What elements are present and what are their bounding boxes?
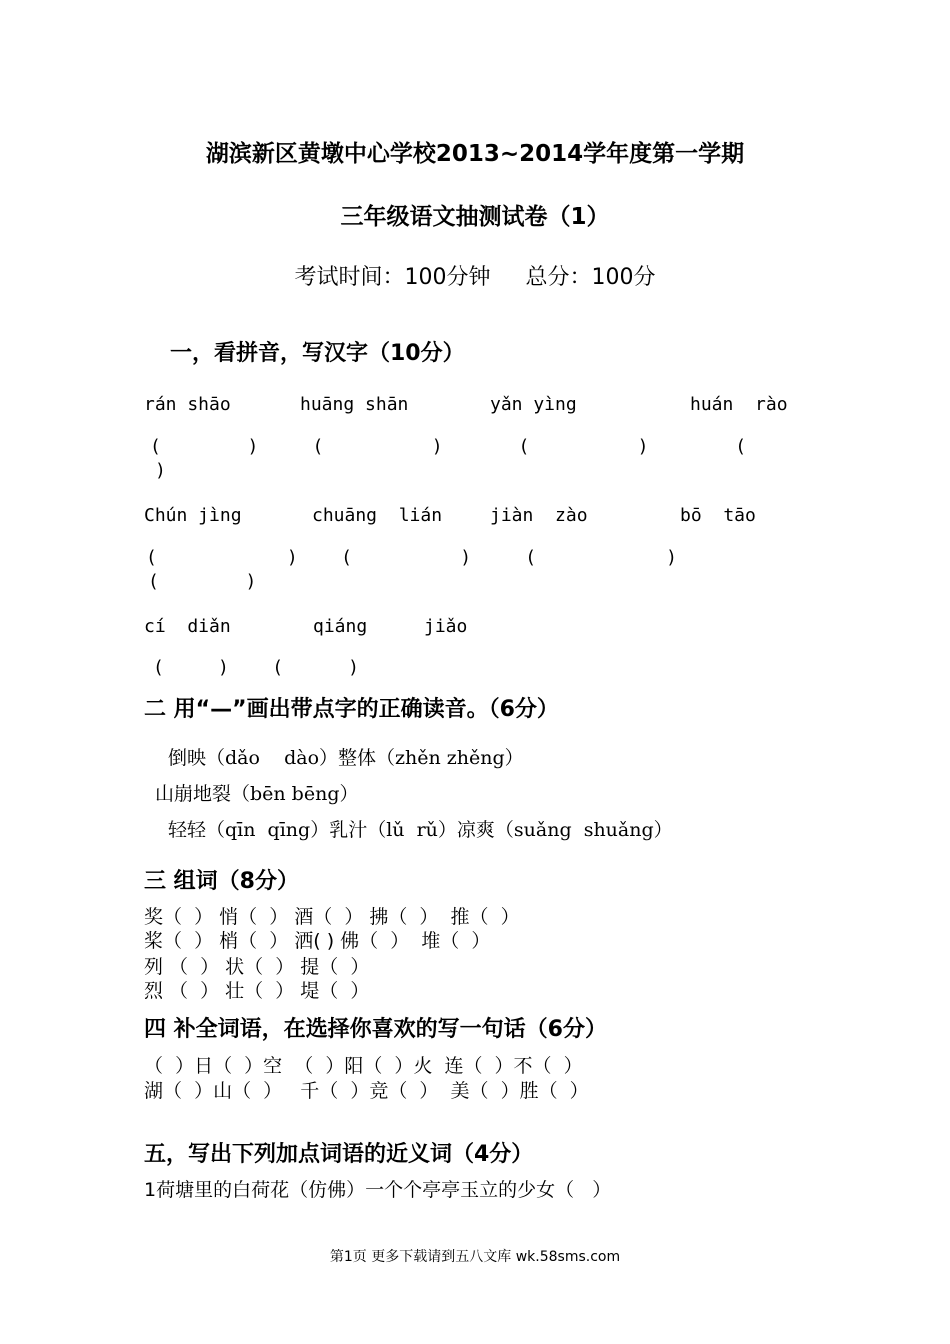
question-line: 轻轻（qīn qīng）乳汁（lǔ rǔ）凉爽（suǎng shuǎng） — [168, 819, 673, 841]
pinyin-item: yǎn yìng — [490, 394, 577, 415]
pinyin-item: bō tāo — [680, 505, 756, 526]
pinyin-item: huán rào — [690, 394, 788, 415]
question-line: 桨（ ） 梢（ ） 洒( ) 佛（ ） 堆（ ） — [144, 930, 491, 952]
question-line: 湖（ ）山（ ） 千（ ）竞（ ） 美（ ）胜（ ） — [144, 1080, 589, 1102]
pinyin-item: Chún jìng — [144, 505, 242, 526]
answer-brackets: ( ) ( ) ( ) — [146, 547, 678, 568]
question-line: 烈 （ ） 壮（ ） 堤（ ） — [144, 980, 370, 1002]
pinyin-item: qiáng — [313, 616, 368, 637]
section5-heading: 五，写出下列加点词语的近义词（4分） — [144, 1142, 534, 1167]
pinyin-item: rán shāo — [144, 394, 231, 415]
section2-heading: 二 用“—”画出带点字的正确读音。（6分） — [144, 697, 559, 722]
pinyin-item: jiàn zào — [490, 505, 588, 526]
question-line: 奖（ ） 悄（ ） 酒（ ） 拂（ ） 推（ ） — [144, 906, 520, 928]
page-footer: 第1页 更多下载请到五八文库 wk.58sms.com — [329, 1249, 621, 1265]
answer-brackets-overflow: ) — [155, 460, 166, 481]
section4-heading: 四 补全词语，在选择你喜欢的写一句话（6分） — [144, 1017, 607, 1042]
question-line: 列 （ ） 状（ ） 提（ ） — [144, 956, 370, 978]
exam-meta: 考试时间：100分钟 总分：100分 — [294, 265, 656, 290]
answer-brackets-overflow: ( ) — [148, 571, 257, 592]
answer-brackets: ( ) ( ) — [153, 657, 359, 678]
section1-heading: 一，看拼音，写汉字（10分） — [170, 341, 465, 366]
question-line: 倒映（dǎo dào）整体（zhěn zhěng） — [168, 747, 524, 769]
question-line: 山崩地裂（bēn bēng） — [155, 783, 359, 805]
section3-heading: 三 组词（8分） — [144, 869, 299, 894]
pinyin-item: cí diǎn — [144, 616, 231, 637]
page-title: 湖滨新区黄墩中心学校2013~2014学年度第一学期 — [205, 141, 745, 167]
exam-subtitle: 三年级语文抽测试卷（1） — [340, 204, 610, 230]
pinyin-item: huāng shān — [300, 394, 409, 415]
question-line: 1荷塘里的白荷花（仿佛）一个个亭亭玉立的少女（ ） — [144, 1179, 612, 1201]
pinyin-item: jiǎo — [424, 616, 468, 637]
pinyin-item: chuāng lián — [312, 505, 443, 526]
question-line: （ ）日（ ）空 （ ）阳（ ）火 连（ ）不（ ） — [144, 1055, 583, 1077]
answer-brackets: ( ) ( ) ( ) ( — [150, 436, 747, 457]
